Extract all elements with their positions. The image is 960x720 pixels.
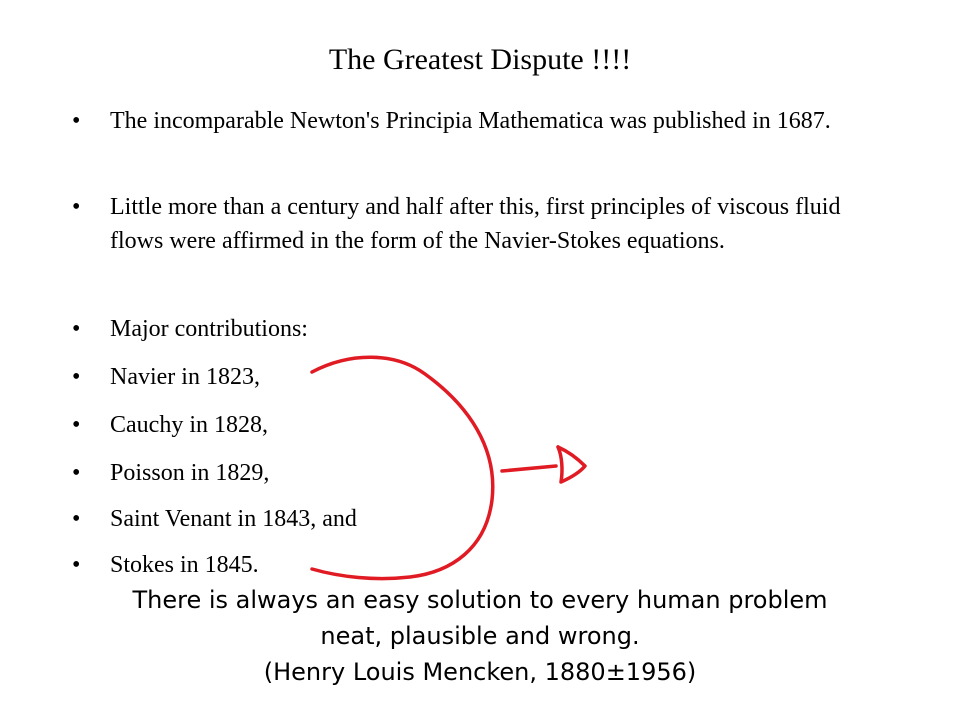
bullet-dot: • (72, 506, 81, 532)
bullet-text: Poisson in 1829, (110, 460, 270, 486)
bullet-item (70, 312, 890, 346)
bullet-dot: • (72, 552, 81, 578)
bullet-item (70, 190, 890, 258)
slide-title: The Greatest Dispute !!!! (328, 43, 632, 76)
bullet-item (70, 548, 890, 582)
bullet-text: Little more than a century and half after this, first principles of viscous fluid flows were affirmed in the form of the Navier-Stokes equations. (110, 194, 841, 254)
bullet-dot: • (72, 460, 81, 486)
quote-line: neat, plausible and wrong. (320, 622, 640, 650)
bullet-item (70, 360, 890, 394)
bullet-item (70, 104, 890, 138)
bullet-dot: • (72, 316, 81, 342)
bullet-text: The incomparable Newton's Principia Mathematica was published in 1687. (110, 108, 831, 134)
bullet-text: Saint Venant in 1843, and (110, 506, 357, 532)
bullet-item (70, 456, 890, 490)
quote-attribution: (Henry Louis Mencken, 1880±1956) (263, 658, 697, 686)
bullet-text: Stokes in 1845. (110, 552, 259, 578)
bullet-dot: • (72, 412, 81, 438)
quote-block (0, 582, 960, 690)
bullet-dot: • (72, 364, 81, 390)
quote-line: There is always an easy solution to every human problem (132, 586, 828, 614)
bullet-dot: • (72, 108, 81, 134)
bullet-text: Navier in 1823, (110, 364, 260, 390)
bullet-item (70, 408, 890, 442)
bullet-text: Major contributions: (110, 316, 308, 342)
bullet-dot: • (72, 194, 81, 220)
bullet-text: Cauchy in 1828, (110, 412, 268, 438)
bullet-item (70, 502, 890, 536)
